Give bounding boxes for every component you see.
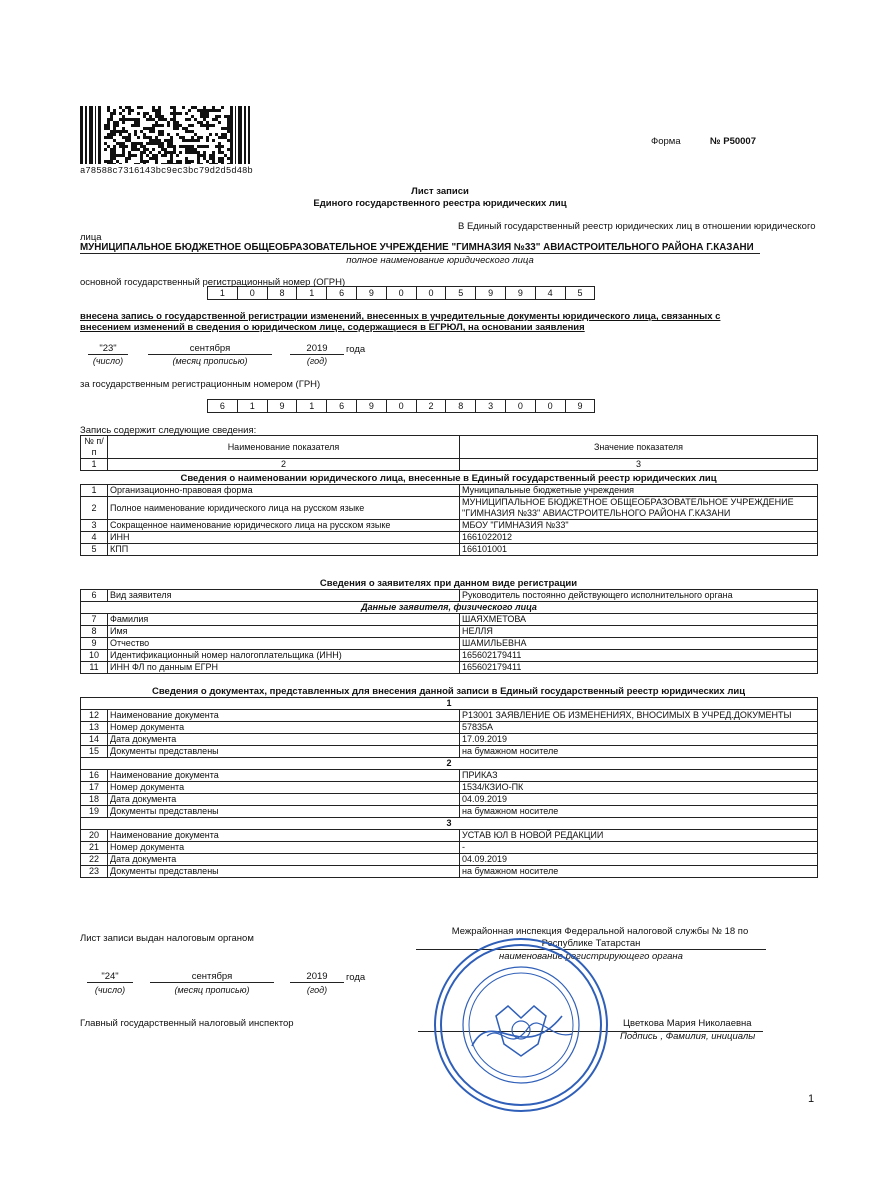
table-row <box>81 532 818 544</box>
section1-title: Сведения о наименовании юридического лица, внесенные в Единый государственный реестр юридических лиц <box>180 473 717 484</box>
row-num: 2 <box>81 497 108 520</box>
col-name-header: Наименование показателя <box>108 436 460 459</box>
date2-day: "24" <box>87 971 133 983</box>
row-name: Номер документа <box>108 842 460 854</box>
table-row <box>81 497 818 520</box>
grn-digit: 1 <box>238 400 268 412</box>
row-name: Отчество <box>108 638 460 650</box>
date1-year-caption: (год) <box>306 356 328 366</box>
table-row <box>81 866 818 878</box>
col-value-index: 3 <box>460 459 818 471</box>
seal-ring <box>441 945 601 1105</box>
doc-title: Лист записи <box>411 186 469 197</box>
date2-day-caption: (число) <box>94 985 126 995</box>
row-value: 57835А <box>460 722 818 734</box>
row-name: ИНН ФЛ по данным ЕГРН <box>108 662 460 674</box>
barcode-image <box>80 106 250 164</box>
row-value: - <box>460 842 818 854</box>
ogrn-boxes <box>207 286 595 300</box>
org-full-name: МУНИЦИПАЛЬНОЕ БЮДЖЕТНОЕ ОБЩЕОБРАЗОВАТЕЛЬНОЕ УЧРЕЖДЕНИЕ "ГИМНАЗИЯ №33" АВИАСТРОИТЕЛЬНОГО РАЙОНА Г.КАЗАНИ <box>80 242 760 254</box>
table-row <box>81 854 818 866</box>
row-num: 6 <box>81 590 108 602</box>
grn-label: за государственным регистрационным номером (ГРН) <box>80 379 321 390</box>
grn-digit: 2 <box>417 400 447 412</box>
row-num: 22 <box>81 854 108 866</box>
date1-suffix: года <box>346 344 366 355</box>
grn-digit: 9 <box>357 400 387 412</box>
grn-digit: 0 <box>387 400 417 412</box>
page-number: 1 <box>808 1093 815 1105</box>
intro-line1: В Единый государственный реестр юридических лиц в отношении юридического <box>458 221 816 232</box>
row-num: 18 <box>81 794 108 806</box>
row-name: КПП <box>108 544 460 556</box>
official-seal <box>432 936 610 1114</box>
row-value: Муниципальные бюджетные учреждения <box>460 485 818 497</box>
doc-subtitle: Единого государственного реестра юридических лиц <box>313 198 567 209</box>
row-value: МУНИЦИПАЛЬНОЕ БЮДЖЕТНОЕ ОБЩЕОБРАЗОВАТЕЛЬНОЕ УЧРЕЖДЕНИЕ "ГИМНАЗИЯ №33" АВИАСТРОИТЕЛЬНОГО РАЙОНА Г.КАЗАНИ <box>460 497 818 520</box>
row-name: Документы представлены <box>108 746 460 758</box>
row-value: 165602179411 <box>460 650 818 662</box>
record-contains: Запись содержит следующие сведения: <box>80 425 257 436</box>
row-name: Наименование документа <box>108 830 460 842</box>
table-row <box>81 626 818 638</box>
ogrn-digit: 1 <box>297 287 327 299</box>
ogrn-digit: 9 <box>506 287 536 299</box>
section3-table <box>80 697 818 878</box>
row-value: 1661022012 <box>460 532 818 544</box>
issued-by-label: Лист записи выдан налоговым органом <box>80 933 254 944</box>
row-value: на бумажном носителе <box>460 866 818 878</box>
grn-digit: 6 <box>208 400 238 412</box>
date2-suffix: года <box>346 972 366 983</box>
col-num-index: 1 <box>81 459 108 471</box>
signer-name: Цветкова Мария Николаевна <box>623 1018 752 1029</box>
row-value: 166101001 <box>460 544 818 556</box>
row-value: на бумажном носителе <box>460 746 818 758</box>
ogrn-digit: 9 <box>357 287 387 299</box>
row-num: 11 <box>81 662 108 674</box>
table-row <box>81 734 818 746</box>
row-num: 4 <box>81 532 108 544</box>
ogrn-digit: 0 <box>417 287 447 299</box>
row-name: Полное наименование юридического лица на русском языке <box>108 497 460 520</box>
entry-text-line2: внесением изменений в сведения о юридическом лице, содержащиеся в ЕГРЮЛ, на основании заявления <box>80 322 585 333</box>
table-row <box>81 520 818 532</box>
row-name: Номер документа <box>108 782 460 794</box>
row-num: 1 <box>81 485 108 497</box>
signer-caption: Подпись , Фамилия, инициалы <box>620 1031 756 1042</box>
row-value: 17.09.2019 <box>460 734 818 746</box>
row-value: Руководитель постоянно действующего исполнительного органа <box>460 590 818 602</box>
ogrn-label: основной государственный регистрационный номер (ОГРН) <box>80 277 346 288</box>
signature-stroke <box>472 1016 562 1046</box>
row-value: МБОУ "ГИМНАЗИЯ №33" <box>460 520 818 532</box>
grn-digit: 9 <box>577 401 583 411</box>
row-name: Наименование документа <box>108 770 460 782</box>
table-row <box>81 614 818 626</box>
grn-digit: 1 <box>297 400 327 412</box>
row-num: 5 <box>81 544 108 556</box>
grn-digit: 9 <box>268 400 298 412</box>
entry-text-line1: внесена запись о государственной регистрации изменений, внесенных в учредительные документы юридического лица, связанных с <box>80 311 721 322</box>
doc-group-label: 2 <box>81 758 818 770</box>
authority-caption: наименование регистрирующего органа <box>499 951 683 962</box>
date2-year-caption: (год) <box>306 985 328 995</box>
grn-digit: 0 <box>536 400 566 412</box>
row-num: 19 <box>81 806 108 818</box>
date1-month-caption: (месяц прописью) <box>172 356 248 366</box>
section1-table <box>80 484 818 556</box>
section2-table <box>80 589 818 674</box>
date1-day-caption: (число) <box>92 356 124 366</box>
row-name: Номер документа <box>108 722 460 734</box>
row-num: 14 <box>81 734 108 746</box>
row-name: Дата документа <box>108 734 460 746</box>
table-row <box>81 485 818 497</box>
row-value: УСТАВ ЮЛ В НОВОЙ РЕДАКЦИИ <box>460 830 818 842</box>
table-row <box>81 782 818 794</box>
ogrn-digit: 5 <box>446 287 476 299</box>
ogrn-digit: 9 <box>476 287 506 299</box>
form-number: № Р50007 <box>710 136 756 147</box>
doc-group-label: 3 <box>81 818 818 830</box>
row-name: Организационно-правовая форма <box>108 485 460 497</box>
row-value: Р13001 ЗАЯВЛЕНИЕ ОБ ИЗМЕНЕНИЯХ, ВНОСИМЫХ В УЧРЕД.ДОКУМЕНТЫ <box>460 710 818 722</box>
date2-month: сентября <box>150 971 274 983</box>
authority-line1: Межрайонная инспекция Федеральной налоговой службы № 18 по <box>451 926 749 937</box>
row-value: 04.09.2019 <box>460 854 818 866</box>
row-name: ИНН <box>108 532 460 544</box>
seal-inner-ring <box>463 967 579 1083</box>
applicant-subheader: Данные заявителя, физического лица <box>81 602 818 614</box>
row-name: Сокращенное наименование юридического лица на русском языке <box>108 520 460 532</box>
table-row <box>81 710 818 722</box>
date2-year: 2019 <box>290 971 344 983</box>
row-value: ПРИКАЗ <box>460 770 818 782</box>
header-table <box>80 435 818 471</box>
row-name: Дата документа <box>108 794 460 806</box>
row-num: 12 <box>81 710 108 722</box>
section2-title: Сведения о заявителях при данном виде регистрации <box>319 578 578 589</box>
table-row <box>81 806 818 818</box>
row-num: 8 <box>81 626 108 638</box>
row-name: Наименование документа <box>108 710 460 722</box>
row-value: ШАЯХМЕТОВА <box>460 614 818 626</box>
date1-day: "23" <box>88 343 128 355</box>
seal-outer-ring <box>435 939 607 1111</box>
date2-month-caption: (месяц прописью) <box>174 985 250 995</box>
row-name: Идентификационный номер налогоплательщика (ИНН) <box>108 650 460 662</box>
row-num: 3 <box>81 520 108 532</box>
table-row <box>81 638 818 650</box>
table-row <box>81 662 818 674</box>
row-name: Вид заявителя <box>108 590 460 602</box>
table-row <box>81 842 818 854</box>
row-num: 16 <box>81 770 108 782</box>
grn-digit: 6 <box>327 400 357 412</box>
row-value: на бумажном носителе <box>460 806 818 818</box>
row-num: 13 <box>81 722 108 734</box>
org-name-caption: полное наименование юридического лица <box>346 255 534 266</box>
col-value-header: Значение показателя <box>460 436 818 459</box>
row-name: Документы представлены <box>108 806 460 818</box>
inspector-label: Главный государственный налоговый инспектор <box>80 1018 294 1029</box>
row-name: Документы представлены <box>108 866 460 878</box>
row-num: 20 <box>81 830 108 842</box>
table-row <box>81 722 818 734</box>
table-row <box>81 770 818 782</box>
row-value: 04.09.2019 <box>460 794 818 806</box>
row-num: 10 <box>81 650 108 662</box>
table-row <box>81 590 818 602</box>
date1-year: 2019 <box>290 343 344 355</box>
table-row <box>81 746 818 758</box>
row-num: 15 <box>81 746 108 758</box>
table-row <box>81 794 818 806</box>
eagle-emblem-icon <box>496 1006 546 1056</box>
grn-boxes <box>207 399 595 413</box>
row-num: 21 <box>81 842 108 854</box>
row-name: Имя <box>108 626 460 638</box>
grn-digit: 0 <box>506 400 536 412</box>
grn-digit: 8 <box>446 400 476 412</box>
row-value: ШАМИЛЬЕВНА <box>460 638 818 650</box>
table-row <box>81 650 818 662</box>
section3-title: Сведения о документах, представленных для внесения данной записи в Единый государственный реестр юридических лиц <box>151 686 746 697</box>
row-name: Дата документа <box>108 854 460 866</box>
ogrn-digit: 0 <box>387 287 417 299</box>
seal-inner-ring2 <box>469 973 573 1077</box>
date1-month: сентября <box>148 343 272 355</box>
intro-line2: лица <box>80 232 102 243</box>
row-name: Фамилия <box>108 614 460 626</box>
col-name-index: 2 <box>108 459 460 471</box>
row-num: 7 <box>81 614 108 626</box>
table-row <box>81 830 818 842</box>
ogrn-digit: 6 <box>327 287 357 299</box>
ogrn-digit: 0 <box>238 287 268 299</box>
row-value: 165602179411 <box>460 662 818 674</box>
row-num: 9 <box>81 638 108 650</box>
authority-line2: Республике Татарстан <box>416 938 766 950</box>
row-value: 1534/КЗИО-ПК <box>460 782 818 794</box>
row-value: НЕЛЛЯ <box>460 626 818 638</box>
ogrn-digit: 5 <box>577 288 583 298</box>
form-label: Форма <box>651 136 681 147</box>
row-num: 23 <box>81 866 108 878</box>
ogrn-digit: 1 <box>208 287 238 299</box>
table-row <box>81 544 818 556</box>
grn-digit: 3 <box>476 400 506 412</box>
ogrn-digit: 8 <box>268 287 298 299</box>
barcode-hash: a78588c7316143bc9ec3bc79d2d5d48b <box>80 166 253 176</box>
col-num-header: № п/п <box>81 436 108 459</box>
row-num: 17 <box>81 782 108 794</box>
doc-group-label: 1 <box>81 698 818 710</box>
ogrn-digit: 4 <box>536 287 566 299</box>
